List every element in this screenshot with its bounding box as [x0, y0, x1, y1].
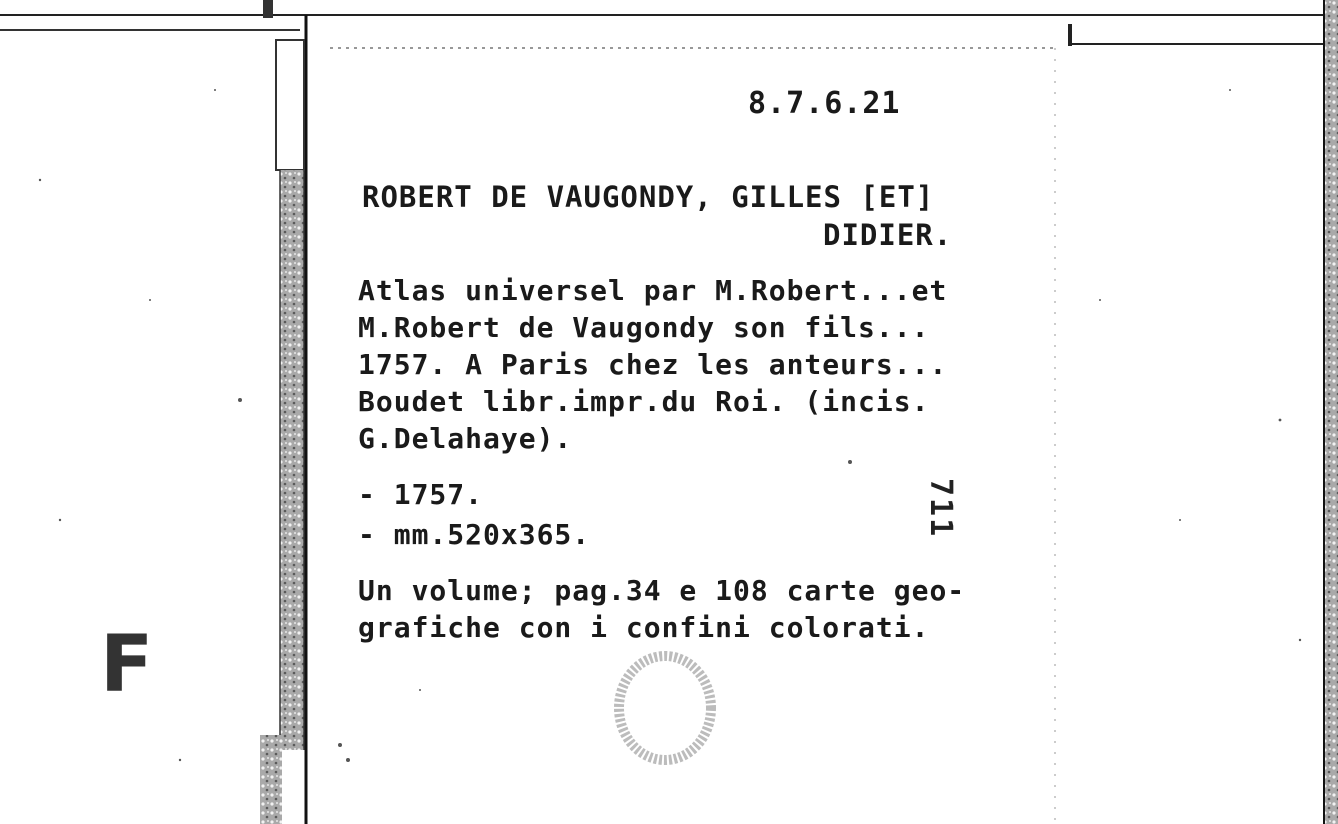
title-line-3: 1757. A Paris chez les anteurs...	[358, 348, 948, 381]
note-line-2: grafiche con i confini colorati.	[358, 611, 930, 644]
author-heading-line1: ROBERT DE VAUGONDY, GILLES [ET]	[362, 180, 935, 214]
drawer-letter: F	[100, 620, 154, 710]
date-line: - 1757.	[358, 478, 484, 511]
author-heading-line2: DIDIER.	[823, 218, 953, 252]
side-code: 711	[923, 478, 958, 539]
title-line-2: M.Robert de Vaugondy son fils...	[358, 311, 930, 344]
title-line-4: Boudet libr.impr.du Roi. (incis.	[358, 385, 930, 418]
call-number: 8.7.6.21	[748, 86, 901, 121]
size-line: - mm.520x365.	[358, 518, 591, 551]
title-line-1: Atlas universel par M.Robert...et	[358, 274, 948, 307]
title-line-5: G.Delahaye).	[358, 422, 573, 455]
note-line-1: Un volume; pag.34 e 108 carte geo-	[358, 574, 966, 607]
